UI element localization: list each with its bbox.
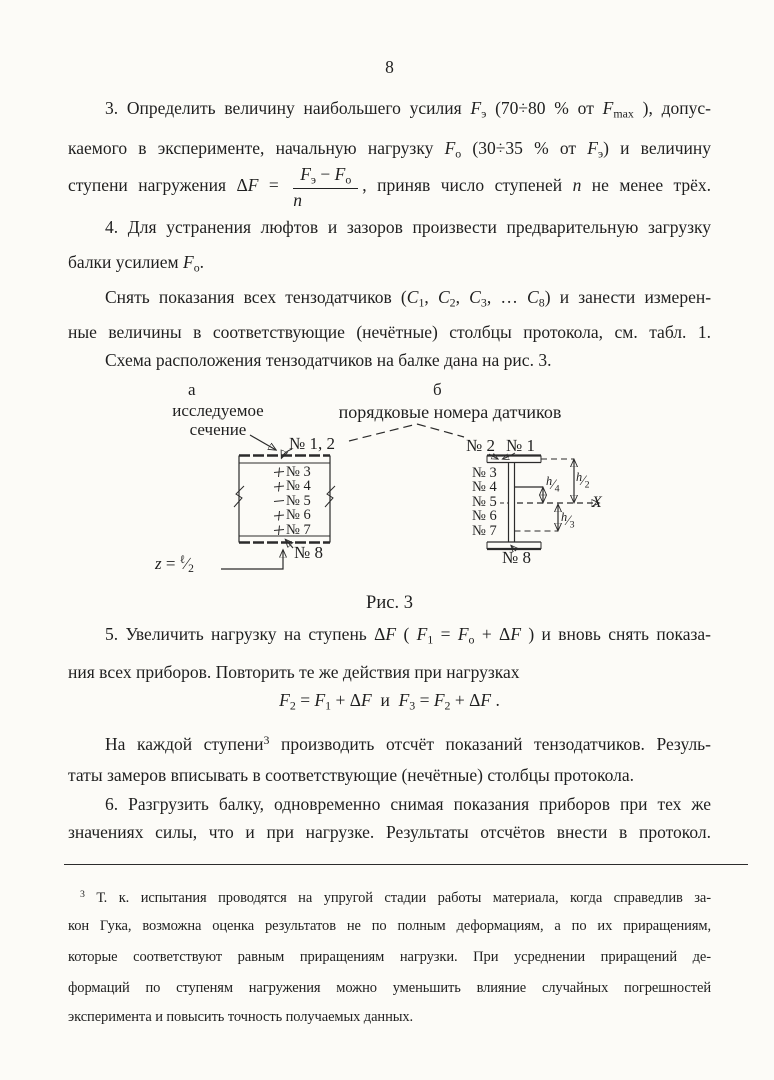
gauge-label: № 5 bbox=[286, 492, 311, 509]
z-position-label: z = $^\ell$∕2 bbox=[155, 553, 194, 575]
break-mark-right bbox=[325, 486, 335, 507]
gauge-label: № 3 bbox=[286, 464, 311, 480]
step-readings-line2: таты замеров вписывать в соответствующие (нечётные) столбцы протокола. bbox=[68, 765, 634, 785]
delta-f-formula bbox=[236, 163, 367, 210]
title-connector-right bbox=[417, 424, 464, 437]
para5-line1: 5. Увеличить нагрузку на ступень ΔF ( F1 = Fо + ΔF ) и вновь снять показа- bbox=[105, 624, 711, 647]
gauge-numbers-title: порядковые номера датчиков bbox=[338, 402, 562, 422]
figure-part-a-label: а bbox=[188, 380, 196, 399]
break-mark-left bbox=[234, 486, 244, 507]
para3-line2: каемого в эксперименте, начальную нагрузку Fо (30÷35 % от Fэ) и величину bbox=[68, 138, 711, 161]
readings-line2: ные величины в соответствующие (нечётные) столбцы протокола, см. табл. 1. bbox=[68, 322, 711, 342]
connector-lines bbox=[349, 424, 464, 441]
gauge-label: № 5 bbox=[472, 493, 497, 510]
gauge-label: № 3 bbox=[472, 465, 497, 481]
para4-line1: 4. Для устранения люфтов и зазоров произвести предварительную загрузку bbox=[105, 217, 711, 237]
footnote-line2: кон Гука, возможна оценка результатов не по полным деформациям, а по их приращениям, bbox=[68, 918, 711, 934]
gauge-tick-marks bbox=[274, 468, 284, 536]
gauge-1-2-label: № 1, 2 bbox=[289, 434, 335, 453]
fraction-numerator: Fэ − Fо bbox=[293, 164, 358, 189]
gauge-label: № 4 bbox=[472, 479, 497, 496]
dim-h4-label: $^h$∕4 bbox=[546, 474, 560, 495]
gauge-1-label: № 1 bbox=[506, 436, 535, 455]
para4-line2: балки усилием Fо. bbox=[68, 252, 205, 275]
footnote-line5: эксперимента и повысить точность получаемых данных. bbox=[68, 1009, 414, 1025]
scheme-line: Схема расположения тензодатчиков на балке дана на рис. 3. bbox=[105, 350, 552, 370]
figure-caption: Рис. 3 bbox=[366, 593, 413, 613]
x-axis-label: X bbox=[592, 494, 602, 511]
gauge-label: № 6 bbox=[472, 508, 497, 525]
gauge-2-label: № 2 bbox=[466, 436, 495, 455]
footnote-line4: формаций по ступеням нагружения можно уменьшить влияние случайных погрешностей bbox=[68, 980, 711, 996]
leader-lines-left bbox=[221, 435, 293, 569]
readings-line1: Снять показания всех тензодатчиков (C1, C2, C3, … C8) и занести измерен- bbox=[105, 287, 712, 310]
gauge-label: № 7 bbox=[286, 521, 311, 538]
step-readings-line1: На каждой ступени$^3$ производить отсчёт показаний тензодатчиков. Резуль- bbox=[105, 733, 711, 754]
para6-line1: 6. Разгрузить балку, одновременно снимая показания приборов при тех же bbox=[105, 794, 711, 814]
left-gauge-labels bbox=[286, 465, 311, 537]
para5-line2: ния всех приборов. Повторить те же действия при нагрузках bbox=[68, 662, 520, 682]
gauge8-left-leader-arrow bbox=[286, 540, 294, 549]
beam-side-view bbox=[234, 456, 335, 543]
page-number: 8 bbox=[385, 57, 394, 77]
gauge-label: № 7 bbox=[472, 522, 497, 539]
formula-comma: , bbox=[362, 175, 367, 195]
footnote-divider bbox=[64, 864, 748, 865]
title-connector-left bbox=[349, 424, 417, 441]
right-gauge-labels bbox=[472, 466, 497, 538]
z-position-leader-arrow bbox=[221, 550, 283, 569]
para5-formula: F2 = F1 + ΔF и F3 = F2 + ΔF . bbox=[279, 690, 500, 713]
formula-fraction bbox=[293, 164, 358, 210]
load-step-formula-line bbox=[68, 160, 711, 210]
dim-h2-label: $^h$∕2 bbox=[576, 470, 590, 491]
para3-line1: 3. Определить величину наибольшего усилия Fэ (70÷80 % от Fmax ), допус- bbox=[105, 98, 711, 121]
gauge-label: № 6 bbox=[286, 507, 311, 524]
footnote-line1: $^3$ Т. к. испытания проводятся на упругой стадии работы материала, когда справедлив за- bbox=[80, 889, 711, 906]
fraction-denominator: n bbox=[293, 189, 302, 210]
gauge-label: № 4 bbox=[286, 478, 311, 495]
gauge-8-right-label: № 8 bbox=[502, 548, 531, 567]
figure-part-b-label: б bbox=[433, 380, 442, 399]
para6-line2: значениях силы, что и при нагрузке. Результаты отсчётов внести в протокол. bbox=[68, 822, 711, 842]
section-under-study-label: исследуемое сечение bbox=[172, 401, 264, 439]
formula-lhs: ΔF = bbox=[236, 175, 290, 195]
formula-tail: приняв число ступеней n не менее трёх. bbox=[377, 175, 712, 195]
gauge-8-left-label: № 8 bbox=[294, 543, 323, 562]
dim-h3-label: $^h$∕3 bbox=[561, 510, 575, 531]
footnote-line3: которые соответствуют равным приращениям нагрузки. При усреднении приращений де- bbox=[68, 949, 711, 965]
formula-lead: ступени нагружения bbox=[68, 175, 226, 195]
